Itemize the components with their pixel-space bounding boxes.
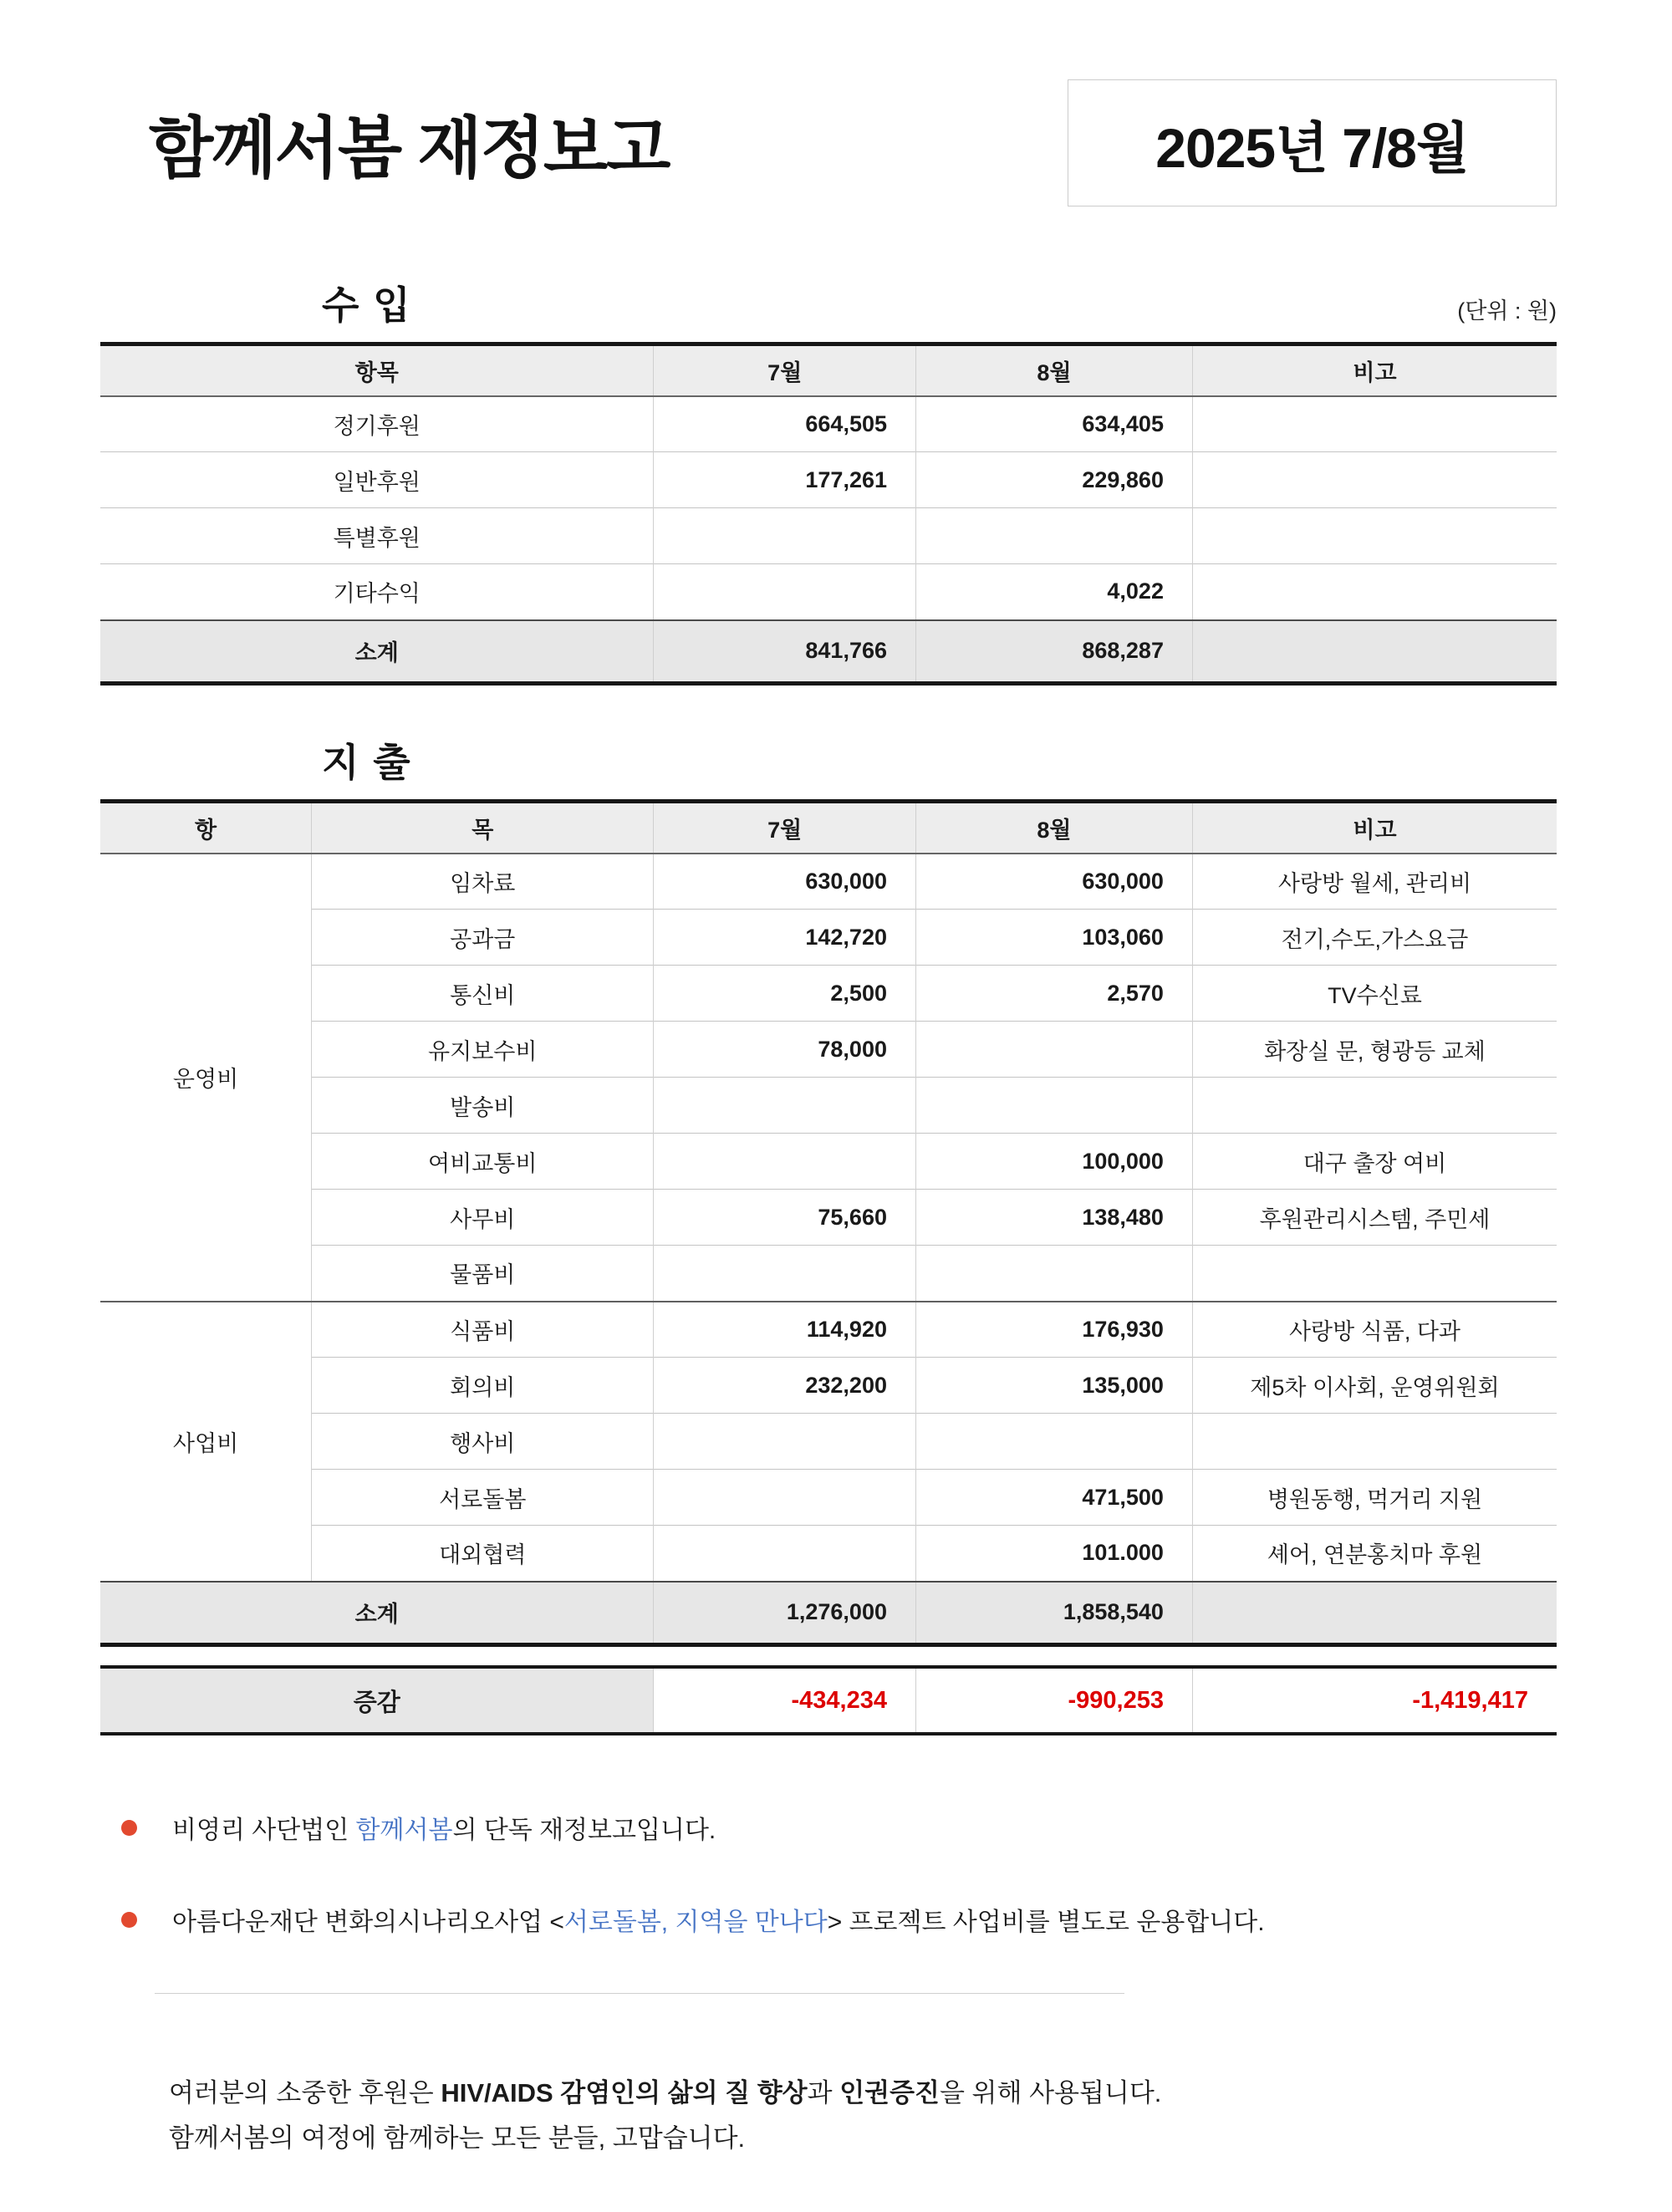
expense-row [100, 854, 1557, 910]
expense-header-row [100, 802, 1557, 854]
income-note-cell [1192, 396, 1557, 452]
income-subtotal-note [1192, 620, 1557, 684]
bullet-icon [121, 1912, 137, 1928]
text-segment: > 프로젝트 사업비를 별도로 운용합니다. [827, 1909, 1265, 1936]
income-section [100, 275, 1557, 686]
expense-row [100, 1134, 1557, 1190]
expense-jul-cell [654, 1134, 916, 1190]
expense-aug-cell [915, 1078, 1192, 1134]
expense-jul-cell: 630,000 [654, 854, 916, 910]
expense-item-cell: 물품비 [312, 1246, 654, 1302]
expense-aug-cell: 138,480 [915, 1190, 1192, 1246]
income-table [100, 342, 1557, 686]
expense-category-cell: 운영비 [100, 854, 312, 1302]
expense-note-cell [1192, 1246, 1557, 1302]
expense-item-cell: 여비교통비 [312, 1134, 654, 1190]
expense-row [100, 1246, 1557, 1302]
expense-header-item: 목 [312, 802, 654, 854]
link-hamkkeseobom[interactable]: 함께서봄 [355, 1817, 453, 1844]
income-note-cell [1192, 452, 1557, 508]
text-segment: 비영리 사단법인 [172, 1817, 356, 1844]
income-jul-cell: 177,261 [654, 452, 916, 508]
income-section-title: 수 입 [322, 283, 412, 327]
note-text [172, 1901, 1265, 1938]
expense-jul-cell: 114,920 [654, 1302, 916, 1358]
expense-note-cell: 셰어, 연분홍치마 후원 [1192, 1526, 1557, 1582]
change-row [100, 1667, 1557, 1734]
expense-section-title: 지 출 [322, 741, 412, 784]
expense-jul-cell: 2,500 [654, 966, 916, 1022]
expense-subtotal-note [1192, 1582, 1557, 1645]
expense-note-cell: 사랑방 월세, 관리비 [1192, 854, 1557, 910]
expense-jul-cell [654, 1414, 916, 1470]
income-header-aug: 8월 [916, 344, 1193, 396]
bullet-icon [121, 1820, 137, 1836]
change-aug: -990,253 [916, 1667, 1193, 1734]
closing-line-2: 함께서봄의 여정에 함께하는 모든 분들, 고맙습니다. [169, 2123, 746, 2153]
change-table [100, 1665, 1557, 1735]
change-jul: -434,234 [654, 1667, 916, 1734]
text-segment-bold: 인권증진 [839, 2078, 940, 2108]
expense-row [100, 966, 1557, 1022]
income-aug-cell [916, 508, 1193, 564]
income-note-cell [1192, 508, 1557, 564]
expense-row [100, 1526, 1557, 1582]
expense-note-cell [1192, 1078, 1557, 1134]
expense-aug-cell: 630,000 [915, 854, 1192, 910]
expense-item-cell: 대외협력 [312, 1526, 654, 1582]
expense-table-body [100, 854, 1557, 1582]
expense-note-cell: 전기,수도,가스요금 [1192, 910, 1557, 966]
income-aug-cell: 634,405 [916, 396, 1193, 452]
expense-item-cell: 임차료 [312, 854, 654, 910]
expense-subtotal-row [100, 1582, 1557, 1645]
expense-aug-cell: 176,930 [915, 1302, 1192, 1358]
income-note-cell [1192, 564, 1557, 620]
expense-item-cell: 발송비 [312, 1078, 654, 1134]
expense-note-cell: 대구 출장 여비 [1192, 1134, 1557, 1190]
expense-header-category: 항 [100, 802, 312, 854]
income-row [100, 396, 1557, 452]
expense-jul-cell: 75,660 [654, 1190, 916, 1246]
expense-row [100, 1302, 1557, 1358]
expense-table [100, 799, 1557, 1647]
change-label: 증감 [100, 1667, 654, 1734]
closing-line-1 [169, 2071, 1557, 2116]
expense-category-cell: 사업비 [100, 1302, 312, 1582]
expense-subtotal-label: 소계 [100, 1582, 654, 1645]
expense-subtotal-aug: 1,858,540 [915, 1582, 1192, 1645]
expense-item-cell: 서로돌봄 [312, 1470, 654, 1526]
income-jul-cell: 664,505 [654, 396, 916, 452]
expense-row [100, 1078, 1557, 1134]
income-table-head [100, 344, 1557, 396]
income-subtotal-jul: 841,766 [654, 620, 916, 684]
expense-note-cell: 사랑방 식품, 다과 [1192, 1302, 1557, 1358]
report-header [100, 79, 1557, 206]
expense-aug-cell: 100,000 [915, 1134, 1192, 1190]
expense-row [100, 1470, 1557, 1526]
income-header-item: 항목 [100, 344, 654, 396]
expense-item-cell: 식품비 [312, 1302, 654, 1358]
expense-table-head [100, 802, 1557, 854]
expense-aug-cell: 103,060 [915, 910, 1192, 966]
expense-item-cell: 회의비 [312, 1358, 654, 1414]
expense-jul-cell: 232,200 [654, 1358, 916, 1414]
income-header-jul: 7월 [654, 344, 916, 396]
expense-row [100, 1022, 1557, 1078]
income-subtotal-row [100, 620, 1557, 684]
expense-note-cell: TV수신료 [1192, 966, 1557, 1022]
expense-item-cell: 유지보수비 [312, 1022, 654, 1078]
expense-aug-cell [915, 1246, 1192, 1302]
expense-note-cell: 화장실 문, 형광등 교체 [1192, 1022, 1557, 1078]
expense-item-cell: 행사비 [312, 1414, 654, 1470]
expense-jul-cell [654, 1246, 916, 1302]
expense-jul-cell [654, 1526, 916, 1582]
expense-note-cell: 제5차 이사회, 운영위원회 [1192, 1358, 1557, 1414]
income-header-row [100, 344, 1557, 396]
expense-jul-cell [654, 1470, 916, 1526]
link-seorodolbom-project[interactable]: 서로돌봄, 지역을 만나다 [563, 1909, 828, 1936]
income-table-body [100, 396, 1557, 620]
expense-header-note: 비고 [1192, 802, 1557, 854]
expense-item-cell: 공과금 [312, 910, 654, 966]
report-footer [100, 1809, 1557, 2162]
page-title: 함께서봄 재정보고 [149, 111, 670, 186]
unit-note: (단위 : 원) [1457, 298, 1557, 324]
expense-aug-cell [915, 1022, 1192, 1078]
period-badge: 2025년 7/8월 [1068, 79, 1557, 206]
text-segment: 을 위해 사용됩니다. [940, 2078, 1162, 2108]
expense-note-cell: 후원관리시스템, 주민세 [1192, 1190, 1557, 1246]
expense-note-cell [1192, 1414, 1557, 1470]
expense-row [100, 1414, 1557, 1470]
expense-aug-cell: 101.000 [915, 1526, 1192, 1582]
income-row [100, 452, 1557, 508]
expense-row [100, 910, 1557, 966]
text-segment-bold: HIV/AIDS 감염인의 삶의 질 향상 [441, 2078, 808, 2108]
income-aug-cell: 4,022 [916, 564, 1193, 620]
expense-section-head [100, 732, 1557, 787]
change-total: -1,419,417 [1192, 1667, 1557, 1734]
income-jul-cell [654, 508, 916, 564]
income-header-note: 비고 [1192, 344, 1557, 396]
income-row [100, 564, 1557, 620]
expense-aug-cell [915, 1414, 1192, 1470]
text-segment: 의 단독 재정보고입니다. [452, 1817, 716, 1844]
income-section-head [100, 275, 1557, 330]
expense-row [100, 1358, 1557, 1414]
expense-item-cell: 통신비 [312, 966, 654, 1022]
expense-aug-cell: 2,570 [915, 966, 1192, 1022]
income-item-cell: 일반후원 [100, 452, 654, 508]
income-item-cell: 특별후원 [100, 508, 654, 564]
expense-note-cell: 병원동행, 먹거리 지원 [1192, 1470, 1557, 1526]
footer-note-2 [121, 1901, 1557, 1938]
expense-header-jul: 7월 [654, 802, 916, 854]
expense-aug-cell: 471,500 [915, 1470, 1192, 1526]
expense-jul-cell: 142,720 [654, 910, 916, 966]
footer-note-1 [121, 1809, 1557, 1846]
text-segment: 여러분의 소중한 후원은 [169, 2078, 441, 2108]
income-item-cell: 기타수익 [100, 564, 654, 620]
income-row [100, 508, 1557, 564]
footer-divider [155, 1993, 1124, 1994]
income-jul-cell [654, 564, 916, 620]
expense-item-cell: 사무비 [312, 1190, 654, 1246]
income-aug-cell: 229,860 [916, 452, 1193, 508]
income-subtotal-label: 소계 [100, 620, 654, 684]
income-item-cell: 정기후원 [100, 396, 654, 452]
expense-subtotal-jul: 1,276,000 [654, 1582, 916, 1645]
closing-message [169, 2071, 1557, 2162]
expense-header-aug: 8월 [915, 802, 1192, 854]
expense-row [100, 1190, 1557, 1246]
expense-jul-cell: 78,000 [654, 1022, 916, 1078]
text-segment: 아름다운재단 변화의시나리오사업 < [172, 1909, 564, 1936]
text-segment: 과 [807, 2078, 840, 2108]
expense-section [100, 732, 1557, 1735]
income-subtotal-aug: 868,287 [916, 620, 1193, 684]
expense-jul-cell [654, 1078, 916, 1134]
expense-aug-cell: 135,000 [915, 1358, 1192, 1414]
note-text [172, 1809, 716, 1846]
